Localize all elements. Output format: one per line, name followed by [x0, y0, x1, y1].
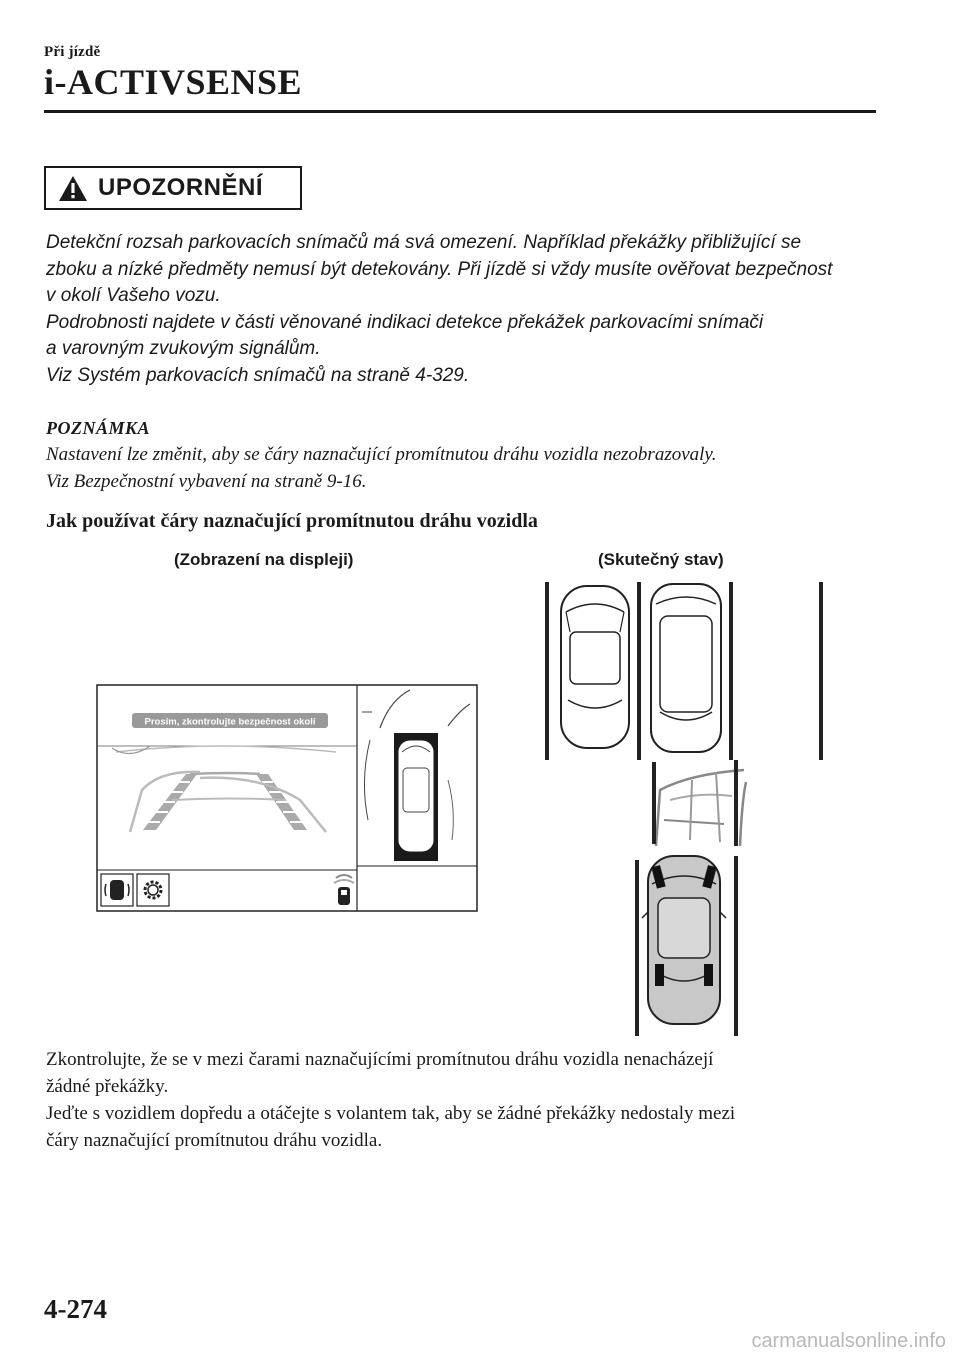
illustration: [0, 560, 960, 1050]
body-text: [46, 1046, 876, 1154]
caution-line: Podrobnosti najdete v části věnované indikaci detekce překážek parkovacími snímači: [46, 311, 764, 333]
screen-banner: Prosím, zkontrolujte bezpečnost okolí: [144, 716, 316, 728]
note-title: POZNÁMKA: [46, 418, 151, 438]
note-text: [46, 442, 876, 495]
header-rule: [44, 110, 876, 113]
caution-line: Viz Systém parkovacích snímačů na straně 4-329.: [46, 364, 470, 386]
section-label: Při jízdě: [44, 44, 101, 60]
body-line: žádné překážky.: [46, 1076, 169, 1097]
actual-state-scene: [545, 582, 823, 1036]
parking-sensor-icon[interactable]: [101, 874, 133, 906]
body-line: Jeďte s vozidlem dopředu a otáčejte s volantem tak, aby se žádné překážky nedostaly mezi: [46, 1103, 736, 1124]
caution-box: [44, 166, 302, 210]
caution-text: [46, 230, 876, 389]
body-line: čáry naznačující promítnutou dráhu vozidla.: [46, 1130, 383, 1151]
page-title: i-ACTIVSENSE: [44, 62, 303, 102]
figure-caption-left: (Zobrazení na displeji): [174, 550, 354, 569]
caution-line: v okolí Vašeho vozu.: [46, 285, 221, 306]
caution-line: a varovným zvukovým signálům.: [46, 338, 321, 359]
body-line: Zkontrolujte, že se v mezi čarami naznačujícími promítnutou dráhu vozidla nenacházejí: [46, 1049, 714, 1070]
settings-gear-icon[interactable]: [137, 874, 169, 906]
display-screen: [97, 685, 477, 911]
watermark: carmanualsonline.info: [751, 1330, 946, 1352]
page-number: 4-274: [44, 1294, 107, 1324]
section-heading: Jak používat čáry naznačující promítnutou dráhu vozidla: [46, 510, 538, 532]
note-line: Viz Bezpečnostní vybavení na straně 9-16.: [46, 470, 367, 492]
warning-triangle-icon: [58, 175, 88, 202]
caution-line: zboku a nízké předměty nemusí být detekovány. Při jízdě si vždy musíte ověřovat bezpečnost: [46, 258, 833, 280]
figure-caption-right: (Skutečný stav): [598, 550, 724, 569]
caution-line: Detekční rozsah parkovacích snímačů má svá omezení. Například překážky přibližující se: [46, 232, 802, 253]
note-line: Nastavení lze změnit, aby se čáry naznačující promítnutou dráhu vozidla nezobrazovaly.: [46, 444, 717, 465]
caution-title: UPOZORNĚNÍ: [98, 174, 264, 201]
